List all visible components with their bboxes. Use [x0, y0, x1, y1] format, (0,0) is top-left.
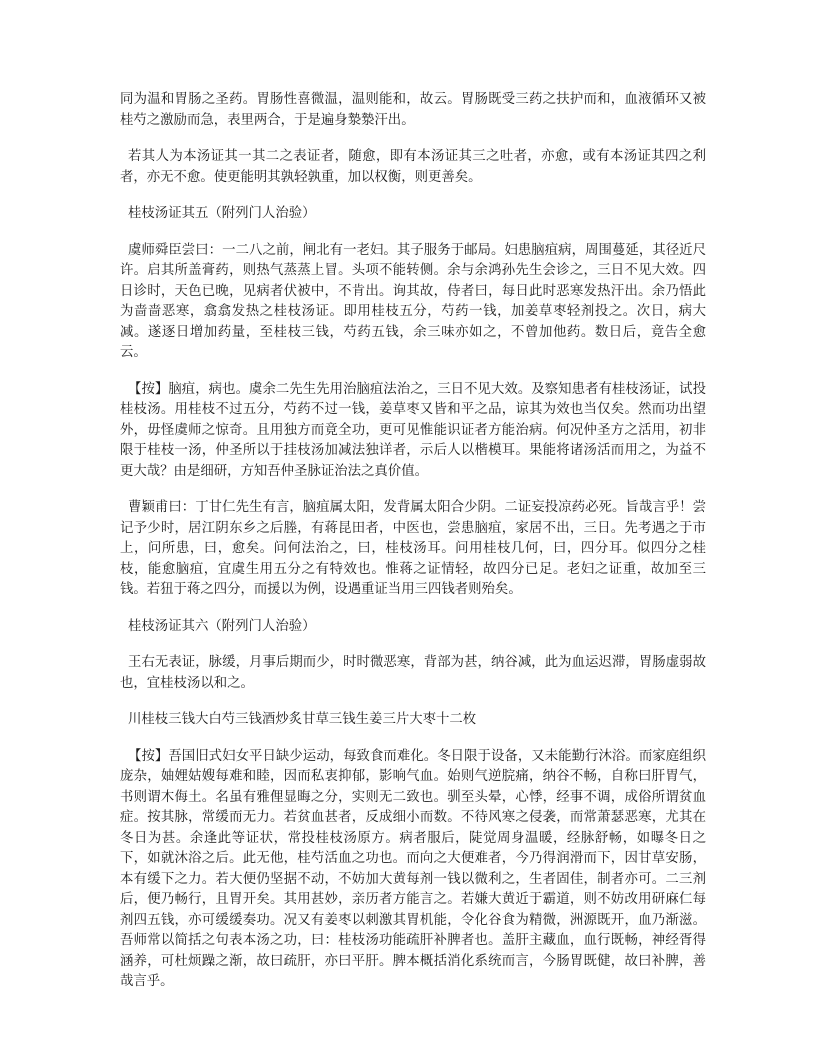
paragraph-continuation: 同为温和胃肠之圣药。胃肠性喜微温，温则能和，故云。胃肠既受三药之扶护而和，血液循环又被桂芍之激励而急，表里两合，于是遍身漐漐汗出。 — [120, 92, 706, 128]
paragraph-case-yu: 虞师舜臣尝曰：一二八之前，闸北有一老妇。其子服务于邮局。妇患脑疽病，周围蔓延，其径近尺许。启其所盖膏药，则热气蒸蒸上冒。头项不能转侧。余与余鸿孙先生会诊之，三日不见大效。四日诊时，天色已晚，见病者伏被中，不肯出。询其故，侍者曰，每日此时恶寒发热汗出。余乃悟此为啬啬恶寒，翕翕发热之桂枝汤证。即用桂枝五分，芍药一钱，加姜草枣轻剂投之。次日，病大减。遂逐日增加药量，至桂枝三钱，芍药五钱，余三味亦如之，不曾加他药。数日后，竟告全愈云。 — [120, 242, 706, 360]
paragraph-cao-comment: 曹颖甫曰：丁甘仁先生有言，脑疽属太阳，发背属太阳合少阴。二证妄投凉药必死。旨哉言乎！尝记予少时，居江阴东乡之后塍，有蒋昆田者，中医也，尝患脑疽，家居不出，三日。先考遇之于市上，问所患，曰，愈矣。问何法治之，曰，桂枝汤耳。问用桂枝几何，曰，四分耳。似四分之桂枝，能愈脑疽，宜虞生用五分之有特效也。惟蒋之证情轻，故四分已足。老妇之证重，故加至三钱。若狃于蒋之四分，而援以为例，设遇重证当用三四钱者则殆矣。 — [120, 500, 706, 597]
paragraph-note-1: 【按】脑疽，病也。虞余二先生先用治脑疽法治之，三日不见大效。及察知患者有桂枝汤证，试投桂枝汤。用桂枝不过五分，芍药不过一钱，姜草枣又皆和平之品，谅其为效也当仅矣。然而功出望外，毋怪虞师之惊奇。且用独方而竟全功，更可见惟能识证者方能治病。何况仲圣方之活用，初非限于桂枝一汤，仲圣所以于挂枝汤加减法独详者，示后人以楷模耳。果能将诸汤活而用之，为益不更大哉？由是细研，方知吾仲圣脉证治法之真价值。 — [120, 381, 706, 479]
paragraph-summary: 若其人为本汤证其一其二之表证者，随愈，即有本汤证其三之吐者，亦愈，或有本汤证其四之利者，亦无不愈。使更能明其孰轻孰重，加以权衡，则更善矣。 — [120, 149, 706, 185]
section-heading-5: 桂枝汤证其五（附列门人治验） — [128, 206, 316, 221]
paragraph-case-wang: 王右无表证，脉缓，月事后期而少，时时微恶寒，背部为甚，纳谷减，此为血运迟滞，胃肠虚弱故也，宜桂枝汤以和之。 — [120, 655, 706, 691]
prescription-line: 川桂枝三钱大白芍三钱酒炒炙甘草三钱生姜三片大枣十二枚 — [128, 712, 477, 727]
document-page — [120, 90, 706, 1009]
section-heading-6: 桂枝汤证其六（附列门人治验） — [128, 618, 316, 634]
paragraph-note-2: 【按】吾国旧式妇女平日缺少运动，每致食而难化。冬日限于设备，又未能勤行沐浴。而家庭组织庞杂，妯娌姑嫂每难和睦，因而私衷抑郁，影响气血。始则气逆脘痛，纳谷不畅，自称曰肝胃气，书则谓木侮土。名虽有雅俚显晦之分，实则无二致也。驯至头晕，心悸，经事不调，成俗所谓贫血症。按其脉，常缓而无力。若贫血甚者，反成细小而数。不待风寒之侵袭，而常萧瑟恶寒，尤其在冬日为甚。余逢此等证状，常投桂枝汤原方。病者服后，陡觉周身温暖，经脉舒畅，如曝冬日之下，如就沐浴之后。此无他，桂芍活血之功也。而向之大便难者，今乃得润滑而下，因甘草安肠，本有缓下之力。若大便仍坚据不动，不妨加大黄每剂一钱以微利之，生者固佳，制者亦可。二三剂后，便乃畅行，且胃开矣。其用甚妙，亲历者方能言之。若嫌大黄近于霸道，则不妨改用研麻仁每剂四五钱，亦可缓缓奏功。况又有姜枣以刺激其胃机能，令化谷食为精微，洲源既开，血乃渐滋。吾师常以简括之句表本汤之功，曰：桂枝汤功能疏肝补脾者也。盖肝主藏血，血行既畅，神经胥得涵养，可杜烦躁之渐，故曰疏肝，亦曰平肝。脾本概括消化系统而言，今肠胃既健，故曰补脾，善哉言乎。 — [120, 748, 706, 989]
